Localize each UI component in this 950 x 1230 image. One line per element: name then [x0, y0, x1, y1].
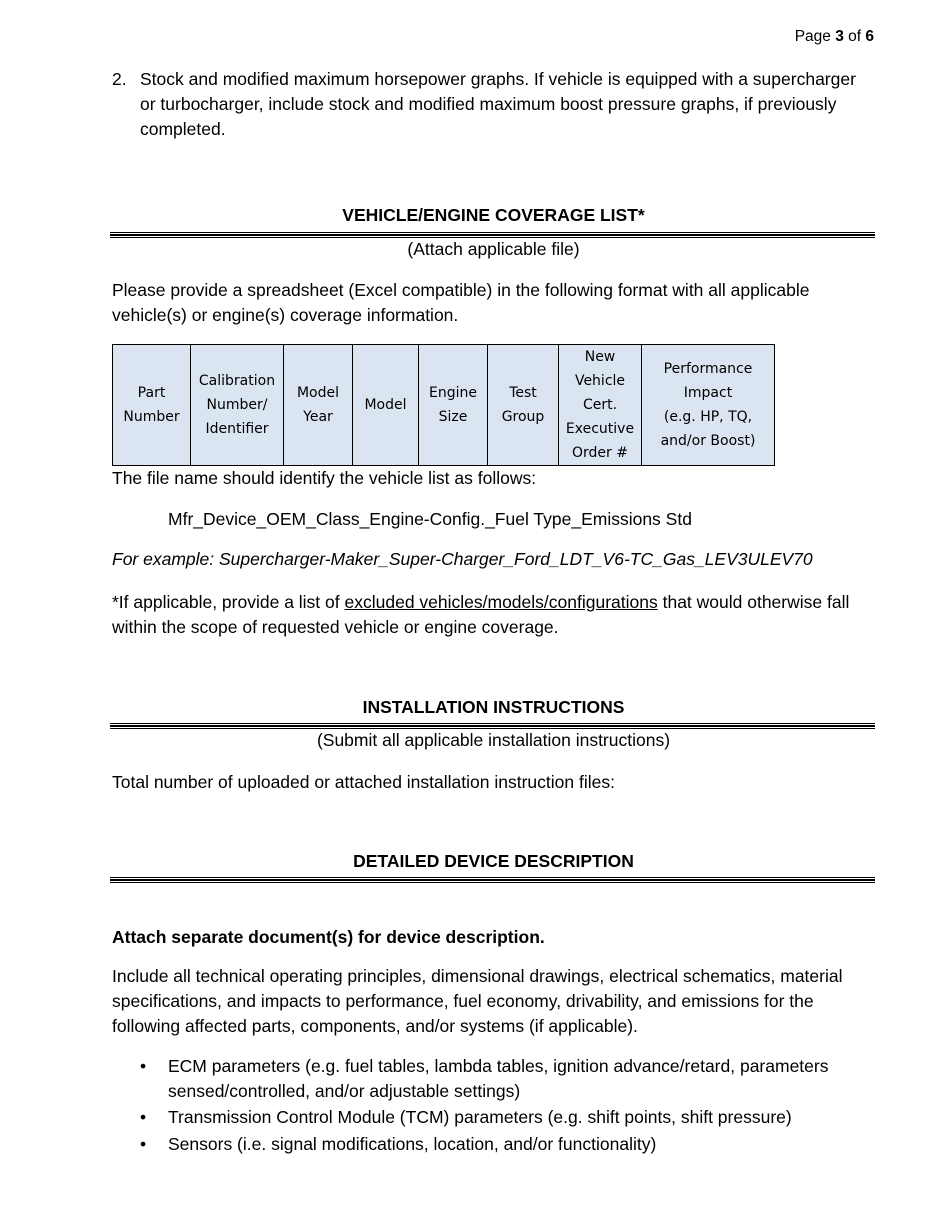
list-item-text: Stock and modified maximum horsepower graphs. If vehicle is equipped with a supercharger or turbocharger, include stock and modified maximum boost pressure graphs, if previously completed.	[140, 69, 856, 139]
section-rule	[110, 877, 875, 883]
file-name-intro: The file name should identify the vehicle list as follows:	[112, 468, 537, 488]
coverage-intro: Please provide a spreadsheet (Excel compatible) in the following format with all applicable vehicle(s) or engine(s) coverage information.	[112, 280, 810, 325]
list-item-2	[112, 67, 872, 142]
table-cell-part-number: Part Number	[113, 345, 191, 466]
list-item: • Transmission Control Module (TCM) parameters (e.g. shift points, shift pressure)	[140, 1107, 792, 1127]
file-name-example: For example: Supercharger-Maker_Super-Charger_Ford_LDT_V6-TC_Gas_LEV3ULEV70	[112, 549, 813, 569]
installation-heading: INSTALLATION INSTRUCTIONS	[362, 697, 625, 717]
excluded-link: excluded vehicles/models/configurations	[344, 592, 658, 612]
installation-subheading: (Submit all applicable installation instructions)	[316, 730, 671, 750]
page-number: Page 3 of 6	[794, 28, 874, 45]
device-heading: DETAILED DEVICE DESCRIPTION	[353, 851, 634, 871]
table-cell-executive-order: New Vehicle Cert. Executive Order #	[559, 345, 642, 466]
table-cell-calibration: Calibration Number/ Identifier	[191, 345, 284, 466]
device-attach: Attach separate document(s) for device description.	[112, 927, 545, 947]
coverage-heading: VEHICLE/ENGINE COVERAGE LIST*	[342, 205, 645, 225]
table-cell-model: Model	[353, 345, 419, 466]
list-item: • Sensors (i.e. signal modifications, location, and/or functionality)	[140, 1133, 657, 1154]
list-item: • ECM parameters (e.g. fuel tables, lambda tables, ignition advance/retard, parameters sensed/controlled, and/or adjustable settings)	[140, 1056, 829, 1101]
coverage-format-table	[112, 344, 775, 466]
device-bullet-list	[112, 1054, 882, 1158]
excluded-note: *If applicable, provide a list of excluded vehicles/models/configurations that would otherwise fall within the scope of requested vehicle or engine coverage.	[112, 592, 850, 637]
device-include: Include all technical operating principles, dimensional drawings, electrical schematics, material specifications, and impacts to performance, fuel economy, drivability, and emissions for the following affected parts, components, and/or systems (if applicable).	[112, 966, 843, 1036]
installation-total: Total number of uploaded or attached installation instruction files:	[112, 772, 615, 792]
section-rule	[110, 232, 875, 238]
list-item-number: 2.	[112, 69, 127, 89]
table-cell-test-group: Test Group	[488, 345, 559, 466]
table-cell-engine-size: Engine Size	[419, 345, 488, 466]
table-cell-model-year: Model Year	[284, 345, 353, 466]
coverage-subheading: (Attach applicable file)	[407, 239, 580, 259]
table-cell-performance-impact: Performance Impact (e.g. HP, TQ, and/or Boost)	[642, 345, 775, 466]
file-name-format: Mfr_Device_OEM_Class_Engine-Config._Fuel Type_Emissions Std	[168, 509, 692, 529]
section-rule	[110, 723, 875, 729]
table-row	[113, 345, 775, 466]
